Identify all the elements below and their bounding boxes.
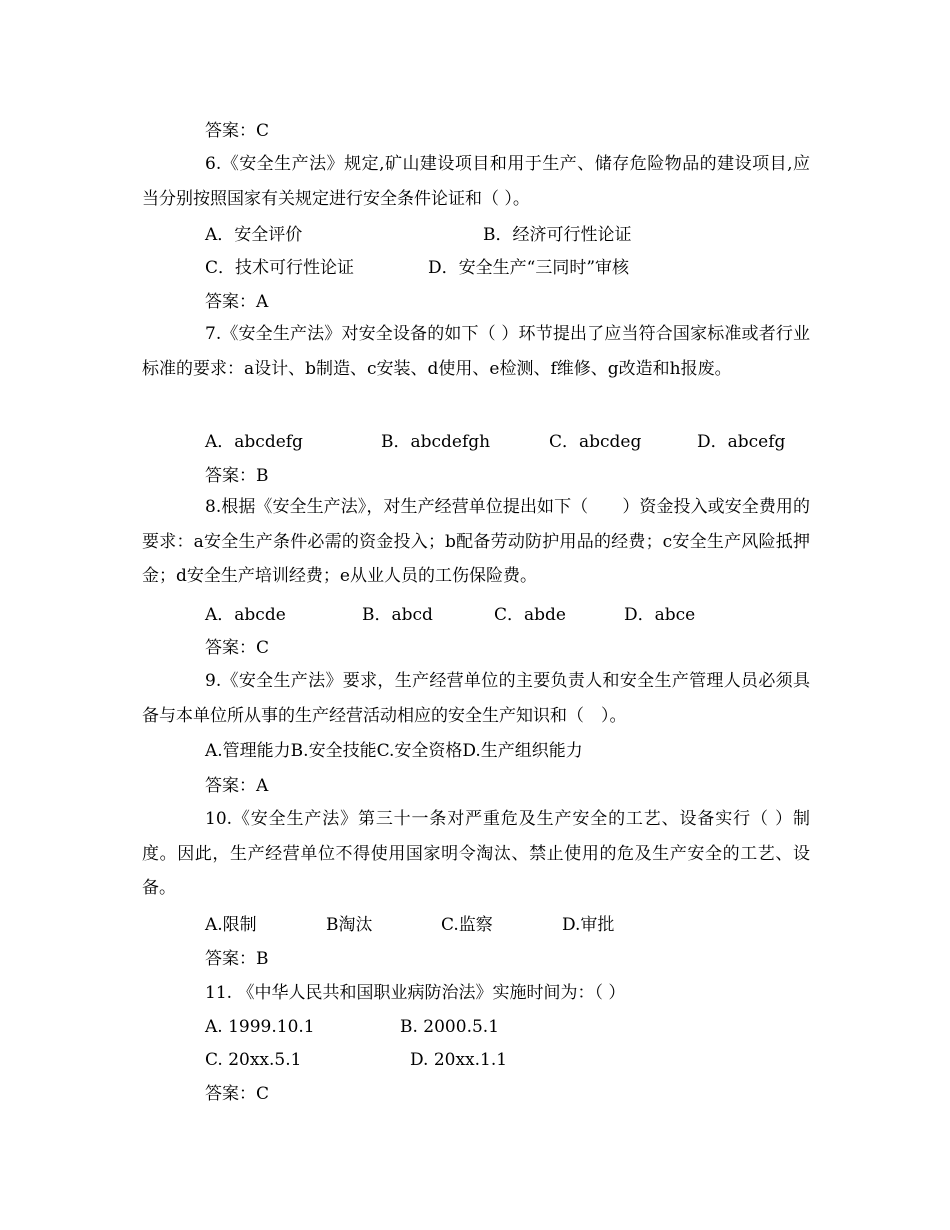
q7-option-b: B．abcdefgh xyxy=(381,432,491,452)
q8-option-c: C．abde xyxy=(494,605,566,625)
q10-option-a: A.限制 xyxy=(205,915,257,935)
answer-line: 答案：C xyxy=(205,121,270,141)
q7-option-d: D．abcefg xyxy=(697,432,786,452)
q7-answer: 答案：B xyxy=(205,466,269,486)
question-8-text: 8.根据《安全生产法》，对生产经营单位提出如下（ ）资金投入或安全费用的要求：a安全生产条件必需的资金投入；b配备劳动防护用品的经费；c安全生产风险抵押金；d安全生产培训经费；e从业人员的工伤保险费。 xyxy=(142,497,810,587)
q8-answer: 答案：C xyxy=(205,638,270,658)
q11-answer: 答案：C xyxy=(205,1084,270,1104)
q9-answer: 答案：A xyxy=(205,776,269,796)
question-6-text: 6.《安全生产法》规定,矿山建设项目和用于生产、储存危险物品的建设项目,应当分别按照国家有关规定进行安全条件论证和（ ）。 xyxy=(142,154,810,209)
q7-option-a: A．abcdefg xyxy=(205,432,303,452)
q11-option-a: A. 1999.10.1 xyxy=(205,1017,315,1037)
q6-answer: 答案：A xyxy=(205,292,269,312)
q6-option-d: D．安全生产“三同时”审核 xyxy=(428,258,630,278)
q6-option-b: B．经济可行性论证 xyxy=(483,225,632,245)
question-9-text: 9.《安全生产法》要求，生产经营单位的主要负责人和安全生产管理人员必须具备与本单位所从事的生产经营活动相应的安全生产知识和（ ）。 xyxy=(142,671,810,726)
q8-option-b: B．abcd xyxy=(362,605,433,625)
q8-option-d: D．abce xyxy=(624,605,696,625)
q11-option-c: C. 20xx.5.1 xyxy=(205,1050,302,1070)
q10-option-c: C.监察 xyxy=(441,915,493,935)
q10-option-d: D.审批 xyxy=(562,915,615,935)
q11-option-d: D. 20xx.1.1 xyxy=(410,1050,508,1070)
q10-answer: 答案：B xyxy=(205,949,269,969)
q6-option-a: A．安全评价 xyxy=(205,225,303,245)
question-10-text: 10.《安全生产法》第三十一条对严重危及生产安全的工艺、设备实行（ ）制度。因此，生产经营单位不得使用国家明令淘汰、禁止使用的危及生产安全的工艺、设备。 xyxy=(142,809,810,899)
q7-option-c: C．abcdeg xyxy=(549,432,642,452)
q11-option-b: B. 2000.5.1 xyxy=(400,1017,500,1037)
q9-options: A.管理能力B.安全技能C.安全资格D.生产组织能力 xyxy=(205,741,583,761)
question-11-text: 11. 《中华人民共和国职业病防治法》实施时间为：（ ） xyxy=(205,983,626,1003)
q10-option-b: B淘汰 xyxy=(326,915,373,935)
q6-option-c: C．技术可行性论证 xyxy=(205,258,355,278)
question-7-text: 7.《安全生产法》对安全设备的如下（ ）环节提出了应当符合国家标准或者行业标准的要求：a设计、b制造、c安装、d使用、e检测、f维修、g改造和h报废。 xyxy=(142,324,810,379)
q8-option-a: A．abcde xyxy=(205,605,286,625)
